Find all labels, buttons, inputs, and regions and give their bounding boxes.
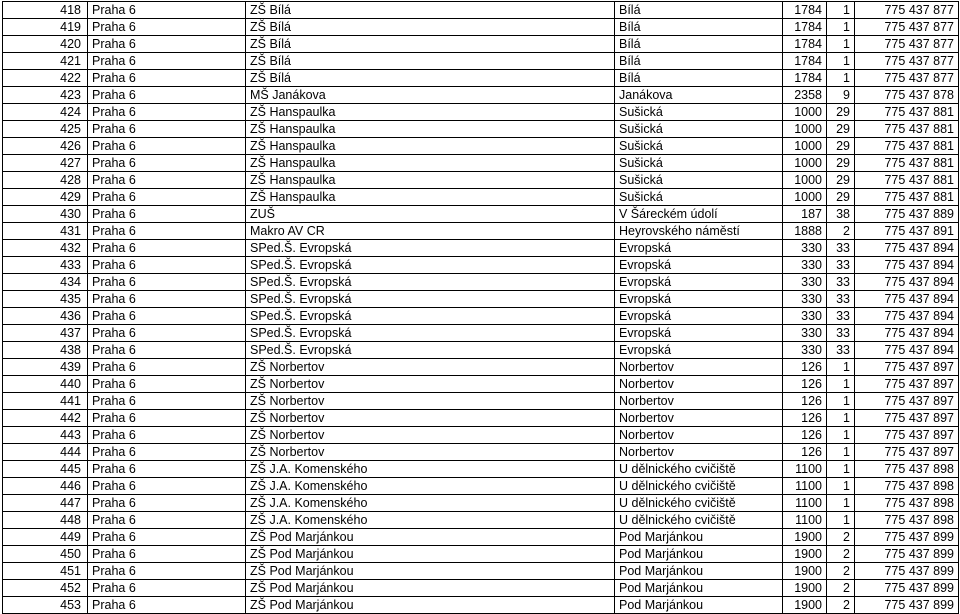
district-cell[interactable]: Praha 6 [88, 308, 246, 325]
phone-cell[interactable]: 775 437 877 [855, 2, 959, 19]
house-number-cell[interactable]: 330 [783, 342, 827, 359]
count-cell[interactable]: 38 [827, 206, 855, 223]
count-cell[interactable]: 29 [827, 121, 855, 138]
street-cell[interactable]: Evropská [615, 308, 783, 325]
house-number-cell[interactable]: 126 [783, 393, 827, 410]
street-cell[interactable]: Sušická [615, 172, 783, 189]
house-number-cell[interactable]: 330 [783, 274, 827, 291]
count-cell[interactable]: 1 [827, 70, 855, 87]
phone-cell[interactable]: 775 437 894 [855, 274, 959, 291]
phone-cell[interactable]: 775 437 894 [855, 325, 959, 342]
school-cell[interactable]: ZŠ Pod Marjánkou [246, 546, 615, 563]
table-row [3, 104, 959, 121]
street-cell[interactable]: Heyrovského náměstí [615, 223, 783, 240]
street-cell[interactable]: Janákova [615, 87, 783, 104]
street-cell[interactable]: U dělnického cvičiště [615, 495, 783, 512]
row-number[interactable]: 447 [3, 495, 88, 512]
house-number-cell[interactable]: 2358 [783, 87, 827, 104]
phone-cell[interactable]: 775 437 894 [855, 291, 959, 308]
street-cell[interactable]: U dělnického cvičiště [615, 512, 783, 529]
table-row [3, 172, 959, 189]
street-cell[interactable]: Sušická [615, 138, 783, 155]
district-cell[interactable]: Praha 6 [88, 444, 246, 461]
phone-cell[interactable]: 775 437 894 [855, 342, 959, 359]
row-number[interactable]: 422 [3, 70, 88, 87]
school-cell[interactable]: SPed.Š. Evropská [246, 257, 615, 274]
phone-cell[interactable]: 775 437 881 [855, 172, 959, 189]
house-number-cell[interactable]: 1900 [783, 597, 827, 614]
house-number-cell[interactable]: 1900 [783, 580, 827, 597]
table-row [3, 359, 959, 376]
row-number[interactable]: 418 [3, 2, 88, 19]
row-number[interactable]: 421 [3, 53, 88, 70]
phone-cell[interactable]: 775 437 894 [855, 240, 959, 257]
district-cell[interactable]: Praha 6 [88, 189, 246, 206]
district-cell[interactable]: Praha 6 [88, 478, 246, 495]
count-cell[interactable]: 1 [827, 444, 855, 461]
school-cell[interactable]: ZŠ Bílá [246, 36, 615, 53]
table-row [3, 427, 959, 444]
district-cell[interactable]: Praha 6 [88, 546, 246, 563]
district-cell[interactable]: Praha 6 [88, 529, 246, 546]
row-number[interactable]: 451 [3, 563, 88, 580]
school-cell[interactable]: MŠ Janákova [246, 87, 615, 104]
district-cell[interactable]: Praha 6 [88, 597, 246, 614]
house-number-cell[interactable]: 1000 [783, 172, 827, 189]
count-cell[interactable]: 1 [827, 478, 855, 495]
house-number-cell[interactable]: 1000 [783, 138, 827, 155]
district-cell[interactable]: Praha 6 [88, 223, 246, 240]
house-number-cell[interactable]: 126 [783, 410, 827, 427]
row-number[interactable]: 452 [3, 580, 88, 597]
count-cell[interactable]: 2 [827, 529, 855, 546]
house-number-cell[interactable]: 1784 [783, 53, 827, 70]
district-cell[interactable]: Praha 6 [88, 257, 246, 274]
count-cell[interactable]: 1 [827, 359, 855, 376]
district-cell[interactable]: Praha 6 [88, 580, 246, 597]
count-cell[interactable]: 33 [827, 308, 855, 325]
table-row [3, 478, 959, 495]
count-cell[interactable]: 33 [827, 274, 855, 291]
phone-cell[interactable]: 775 437 899 [855, 580, 959, 597]
house-number-cell[interactable]: 1784 [783, 2, 827, 19]
table-row [3, 342, 959, 359]
table-row [3, 53, 959, 70]
house-number-cell[interactable]: 1784 [783, 19, 827, 36]
school-cell[interactable]: ZŠ J.A. Komenského [246, 512, 615, 529]
table-row [3, 70, 959, 87]
table-row [3, 121, 959, 138]
house-number-cell[interactable]: 330 [783, 240, 827, 257]
phone-cell[interactable]: 775 437 897 [855, 376, 959, 393]
street-cell[interactable]: Pod Marjánkou [615, 580, 783, 597]
row-number[interactable]: 453 [3, 597, 88, 614]
school-cell[interactable]: ZŠ Hanspaulka [246, 172, 615, 189]
count-cell[interactable]: 29 [827, 172, 855, 189]
street-cell[interactable]: Evropská [615, 240, 783, 257]
table-row [3, 206, 959, 223]
house-number-cell[interactable]: 330 [783, 291, 827, 308]
row-number[interactable]: 443 [3, 427, 88, 444]
phone-cell[interactable]: 775 437 877 [855, 19, 959, 36]
table-row [3, 240, 959, 257]
row-number[interactable]: 440 [3, 376, 88, 393]
district-cell[interactable]: Praha 6 [88, 461, 246, 478]
count-cell[interactable]: 1 [827, 36, 855, 53]
table-row [3, 461, 959, 478]
count-cell[interactable]: 29 [827, 138, 855, 155]
school-cell[interactable]: ZŠ J.A. Komenského [246, 478, 615, 495]
row-number[interactable]: 424 [3, 104, 88, 121]
school-cell[interactable]: Makro AV CR [246, 223, 615, 240]
row-number[interactable]: 444 [3, 444, 88, 461]
phone-cell[interactable]: 775 437 881 [855, 155, 959, 172]
school-cell[interactable]: SPed.Š. Evropská [246, 342, 615, 359]
count-cell[interactable]: 1 [827, 2, 855, 19]
table-row [3, 223, 959, 240]
street-cell[interactable]: Bílá [615, 36, 783, 53]
district-cell[interactable]: Praha 6 [88, 36, 246, 53]
district-cell[interactable]: Praha 6 [88, 19, 246, 36]
table-row [3, 444, 959, 461]
house-number-cell[interactable]: 1784 [783, 70, 827, 87]
row-number[interactable]: 423 [3, 87, 88, 104]
district-cell[interactable]: Praha 6 [88, 172, 246, 189]
school-cell[interactable]: ZŠ Bílá [246, 2, 615, 19]
row-number[interactable]: 442 [3, 410, 88, 427]
phone-cell[interactable]: 775 437 881 [855, 138, 959, 155]
street-cell[interactable]: Norbertov [615, 359, 783, 376]
phone-cell[interactable]: 775 437 881 [855, 121, 959, 138]
table-body [3, 2, 959, 614]
count-cell[interactable]: 2 [827, 546, 855, 563]
phone-cell[interactable]: 775 437 899 [855, 597, 959, 614]
district-cell[interactable]: Praha 6 [88, 512, 246, 529]
house-number-cell[interactable]: 1000 [783, 104, 827, 121]
phone-cell[interactable]: 775 437 899 [855, 529, 959, 546]
count-cell[interactable]: 33 [827, 291, 855, 308]
school-cell[interactable]: ZŠ Bílá [246, 70, 615, 87]
row-number[interactable]: 431 [3, 223, 88, 240]
house-number-cell[interactable]: 330 [783, 325, 827, 342]
house-number-cell[interactable]: 1000 [783, 189, 827, 206]
house-number-cell[interactable]: 330 [783, 257, 827, 274]
table-row [3, 376, 959, 393]
street-cell[interactable]: Pod Marjánkou [615, 597, 783, 614]
district-cell[interactable]: Praha 6 [88, 393, 246, 410]
district-cell[interactable]: Praha 6 [88, 325, 246, 342]
row-number[interactable]: 429 [3, 189, 88, 206]
row-number[interactable]: 436 [3, 308, 88, 325]
phone-cell[interactable]: 775 437 899 [855, 563, 959, 580]
table-row [3, 2, 959, 19]
street-cell[interactable]: Bílá [615, 19, 783, 36]
house-number-cell[interactable]: 126 [783, 359, 827, 376]
row-number[interactable]: 437 [3, 325, 88, 342]
house-number-cell[interactable]: 1100 [783, 461, 827, 478]
phone-cell[interactable]: 775 437 877 [855, 36, 959, 53]
row-number[interactable]: 425 [3, 121, 88, 138]
school-cell[interactable]: ZŠ Pod Marjánkou [246, 563, 615, 580]
count-cell[interactable]: 1 [827, 512, 855, 529]
house-number-cell[interactable]: 1900 [783, 546, 827, 563]
row-number[interactable]: 434 [3, 274, 88, 291]
row-number[interactable]: 420 [3, 36, 88, 53]
house-number-cell[interactable]: 1784 [783, 36, 827, 53]
row-number[interactable]: 433 [3, 257, 88, 274]
school-cell[interactable]: ZŠ Norbertov [246, 427, 615, 444]
street-cell[interactable]: Pod Marjánkou [615, 546, 783, 563]
count-cell[interactable]: 33 [827, 342, 855, 359]
school-cell[interactable]: ZŠ Pod Marjánkou [246, 529, 615, 546]
phone-cell[interactable]: 775 437 881 [855, 189, 959, 206]
house-number-cell[interactable]: 1900 [783, 563, 827, 580]
count-cell[interactable]: 2 [827, 580, 855, 597]
row-number[interactable]: 419 [3, 19, 88, 36]
count-cell[interactable]: 1 [827, 393, 855, 410]
street-cell[interactable]: Evropská [615, 342, 783, 359]
school-cell[interactable]: ZŠ Norbertov [246, 393, 615, 410]
street-cell[interactable]: Norbertov [615, 444, 783, 461]
count-cell[interactable]: 29 [827, 189, 855, 206]
school-cell[interactable]: SPed.Š. Evropská [246, 274, 615, 291]
count-cell[interactable]: 1 [827, 495, 855, 512]
table-row [3, 512, 959, 529]
house-number-cell[interactable]: 1100 [783, 495, 827, 512]
district-cell[interactable]: Praha 6 [88, 240, 246, 257]
count-cell[interactable]: 33 [827, 325, 855, 342]
table-row [3, 189, 959, 206]
house-number-cell[interactable]: 126 [783, 427, 827, 444]
row-number[interactable]: 446 [3, 478, 88, 495]
table-row [3, 563, 959, 580]
house-number-cell[interactable]: 126 [783, 444, 827, 461]
school-cell[interactable]: ZUŠ [246, 206, 615, 223]
count-cell[interactable]: 1 [827, 19, 855, 36]
school-cell[interactable]: ZŠ Bílá [246, 53, 615, 70]
district-cell[interactable]: Praha 6 [88, 359, 246, 376]
district-cell[interactable]: Praha 6 [88, 563, 246, 580]
count-cell[interactable]: 29 [827, 155, 855, 172]
count-cell[interactable]: 29 [827, 104, 855, 121]
row-number[interactable]: 438 [3, 342, 88, 359]
row-number[interactable]: 450 [3, 546, 88, 563]
phone-cell[interactable]: 775 437 897 [855, 427, 959, 444]
district-cell[interactable]: Praha 6 [88, 155, 246, 172]
district-cell[interactable]: Praha 6 [88, 342, 246, 359]
district-cell[interactable]: Praha 6 [88, 53, 246, 70]
school-cell[interactable]: ZŠ Norbertov [246, 444, 615, 461]
house-number-cell[interactable]: 126 [783, 376, 827, 393]
row-number[interactable]: 432 [3, 240, 88, 257]
table-row [3, 410, 959, 427]
table-row [3, 87, 959, 104]
street-cell[interactable]: Bílá [615, 2, 783, 19]
spreadsheet [2, 1, 958, 614]
district-cell[interactable]: Praha 6 [88, 87, 246, 104]
district-cell[interactable]: Praha 6 [88, 104, 246, 121]
street-cell[interactable]: Norbertov [615, 427, 783, 444]
table-row [3, 393, 959, 410]
table-row [3, 308, 959, 325]
school-cell[interactable]: SPed.Š. Evropská [246, 240, 615, 257]
row-number[interactable]: 441 [3, 393, 88, 410]
table-row [3, 529, 959, 546]
district-cell[interactable]: Praha 6 [88, 274, 246, 291]
count-cell[interactable]: 9 [827, 87, 855, 104]
school-cell[interactable]: ZŠ Norbertov [246, 376, 615, 393]
house-number-cell[interactable]: 1000 [783, 121, 827, 138]
school-cell[interactable]: ZŠ J.A. Komenského [246, 495, 615, 512]
phone-cell[interactable]: 775 437 897 [855, 410, 959, 427]
phone-cell[interactable]: 775 437 897 [855, 359, 959, 376]
table-row [3, 36, 959, 53]
street-cell[interactable]: Sušická [615, 104, 783, 121]
row-number[interactable]: 439 [3, 359, 88, 376]
table-row [3, 495, 959, 512]
district-cell[interactable]: Praha 6 [88, 291, 246, 308]
school-cell[interactable]: ZŠ Hanspaulka [246, 104, 615, 121]
phone-cell[interactable]: 775 437 897 [855, 444, 959, 461]
row-number[interactable]: 426 [3, 138, 88, 155]
house-number-cell[interactable]: 1100 [783, 512, 827, 529]
street-cell[interactable]: Norbertov [615, 393, 783, 410]
school-cell[interactable]: ZŠ Norbertov [246, 410, 615, 427]
table-row [3, 597, 959, 614]
count-cell[interactable]: 1 [827, 410, 855, 427]
school-cell[interactable]: ZŠ Hanspaulka [246, 155, 615, 172]
phone-cell[interactable]: 775 437 877 [855, 53, 959, 70]
row-number[interactable]: 430 [3, 206, 88, 223]
phone-cell[interactable]: 775 437 898 [855, 461, 959, 478]
school-cell[interactable]: ZŠ J.A. Komenského [246, 461, 615, 478]
district-cell[interactable]: Praha 6 [88, 121, 246, 138]
school-cell[interactable]: ZŠ Bílá [246, 19, 615, 36]
row-number[interactable]: 427 [3, 155, 88, 172]
count-cell[interactable]: 2 [827, 223, 855, 240]
table-row [3, 291, 959, 308]
row-number[interactable]: 445 [3, 461, 88, 478]
school-cell[interactable]: ZŠ Hanspaulka [246, 189, 615, 206]
school-cell[interactable]: ZŠ Hanspaulka [246, 121, 615, 138]
house-number-cell[interactable]: 1100 [783, 478, 827, 495]
school-cell[interactable]: ZŠ Norbertov [246, 359, 615, 376]
school-cell[interactable]: ZŠ Hanspaulka [246, 138, 615, 155]
school-cell[interactable]: ZŠ Pod Marjánkou [246, 597, 615, 614]
row-number[interactable]: 428 [3, 172, 88, 189]
street-cell[interactable]: Norbertov [615, 376, 783, 393]
school-cell[interactable]: ZŠ Pod Marjánkou [246, 580, 615, 597]
street-cell[interactable]: V Šáreckém údolí [615, 206, 783, 223]
school-cell[interactable]: SPed.Š. Evropská [246, 308, 615, 325]
phone-cell[interactable]: 775 437 877 [855, 70, 959, 87]
count-cell[interactable]: 1 [827, 461, 855, 478]
row-number[interactable]: 449 [3, 529, 88, 546]
count-cell[interactable]: 2 [827, 563, 855, 580]
table-row [3, 138, 959, 155]
row-number[interactable]: 435 [3, 291, 88, 308]
phone-cell[interactable]: 775 437 897 [855, 393, 959, 410]
street-cell[interactable]: Pod Marjánkou [615, 529, 783, 546]
table-row [3, 19, 959, 36]
phone-cell[interactable]: 775 437 894 [855, 257, 959, 274]
table-row [3, 155, 959, 172]
count-cell[interactable]: 2 [827, 597, 855, 614]
district-cell[interactable]: Praha 6 [88, 2, 246, 19]
phone-cell[interactable]: 775 437 899 [855, 546, 959, 563]
house-number-cell[interactable]: 330 [783, 308, 827, 325]
district-cell[interactable]: Praha 6 [88, 495, 246, 512]
district-cell[interactable]: Praha 6 [88, 206, 246, 223]
district-cell[interactable]: Praha 6 [88, 138, 246, 155]
table-row [3, 546, 959, 563]
street-cell[interactable]: Evropská [615, 291, 783, 308]
house-number-cell[interactable]: 1900 [783, 529, 827, 546]
house-number-cell[interactable]: 1000 [783, 155, 827, 172]
phone-cell[interactable]: 775 437 881 [855, 104, 959, 121]
count-cell[interactable]: 1 [827, 376, 855, 393]
street-cell[interactable]: Sušická [615, 121, 783, 138]
street-cell[interactable]: Evropská [615, 274, 783, 291]
district-cell[interactable]: Praha 6 [88, 376, 246, 393]
district-cell[interactable]: Praha 6 [88, 410, 246, 427]
house-number-cell[interactable]: 187 [783, 206, 827, 223]
phone-cell[interactable]: 775 437 898 [855, 512, 959, 529]
phone-cell[interactable]: 775 437 889 [855, 206, 959, 223]
table-row [3, 274, 959, 291]
count-cell[interactable]: 1 [827, 427, 855, 444]
count-cell[interactable]: 1 [827, 53, 855, 70]
table-row [3, 257, 959, 274]
street-cell[interactable]: Sušická [615, 189, 783, 206]
count-cell[interactable]: 33 [827, 240, 855, 257]
district-cell[interactable]: Praha 6 [88, 427, 246, 444]
phone-cell[interactable]: 775 437 898 [855, 495, 959, 512]
phone-cell[interactable]: 775 437 894 [855, 308, 959, 325]
table-row [3, 580, 959, 597]
row-number[interactable]: 448 [3, 512, 88, 529]
street-cell[interactable]: Sušická [615, 155, 783, 172]
school-cell[interactable]: SPed.Š. Evropská [246, 325, 615, 342]
count-cell[interactable]: 33 [827, 257, 855, 274]
phone-cell[interactable]: 775 437 878 [855, 87, 959, 104]
street-cell[interactable]: Bílá [615, 70, 783, 87]
street-cell[interactable]: Bílá [615, 53, 783, 70]
street-cell[interactable]: Evropská [615, 257, 783, 274]
street-cell[interactable]: U dělnického cvičiště [615, 478, 783, 495]
school-cell[interactable]: SPed.Š. Evropská [246, 291, 615, 308]
street-cell[interactable]: Norbertov [615, 410, 783, 427]
data-table [2, 1, 959, 614]
street-cell[interactable]: Evropská [615, 325, 783, 342]
table-row [3, 325, 959, 342]
street-cell[interactable]: U dělnického cvičiště [615, 461, 783, 478]
phone-cell[interactable]: 775 437 891 [855, 223, 959, 240]
street-cell[interactable]: Pod Marjánkou [615, 563, 783, 580]
house-number-cell[interactable]: 1888 [783, 223, 827, 240]
district-cell[interactable]: Praha 6 [88, 70, 246, 87]
phone-cell[interactable]: 775 437 898 [855, 478, 959, 495]
